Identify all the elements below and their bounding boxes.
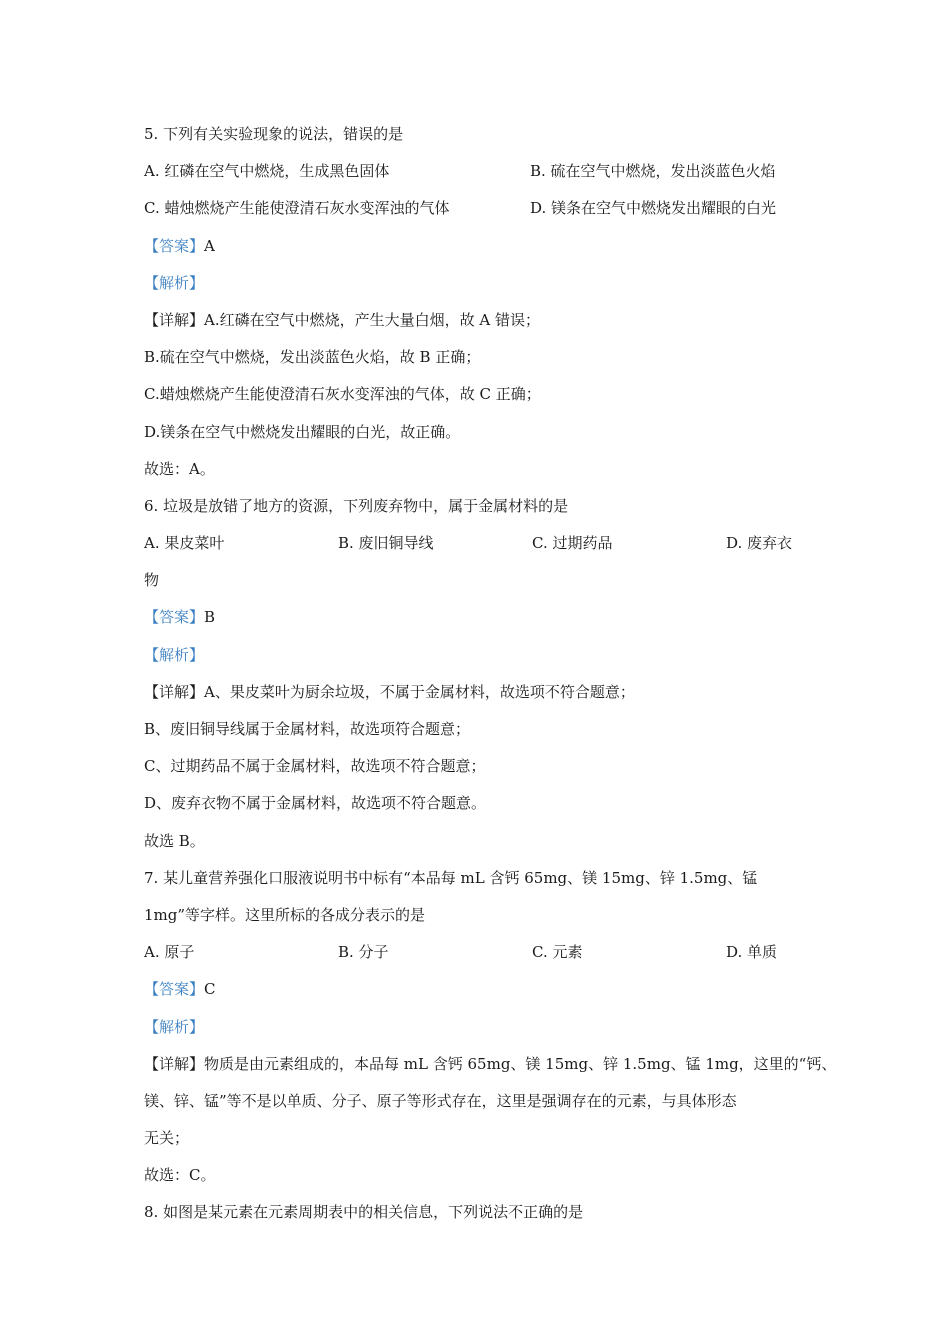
answer-tag: 【答案】	[144, 608, 205, 627]
q7-conclusion: 故选：C。	[144, 1166, 216, 1185]
q7-option-a: A. 原子	[144, 943, 195, 962]
q6-detail-line-1: 【详解】A、果皮菜叶为厨余垃圾，不属于金属材料，故选项不符合题意；	[144, 682, 635, 701]
q7-stem-line-1: 7. 某儿童营养强化口服液说明书中标有“本品每 mL 含钙 65mg、镁 15mg、锌 1.5mg、锰	[144, 868, 758, 887]
answer-value: B	[204, 608, 216, 627]
q5-option-d: D. 镁条在空气中燃烧发出耀眼的白光	[530, 199, 777, 218]
q6-answer	[144, 599, 810, 636]
q5-analysis	[144, 265, 810, 302]
q5-option-c: C. 蜡烛燃烧产生能使澄清石灰水变浑浊的气体	[144, 199, 450, 218]
detail-tag: 【详解】	[144, 1054, 205, 1073]
q5-detail-line-1: 【详解】A.红磷在空气中燃烧，产生大量白烟，故 A 错误；	[144, 310, 540, 329]
detail-tag: 【详解】	[144, 682, 205, 701]
q6-detail-line-2: B、废旧铜导线属于金属材料，故选项符合题意；	[144, 720, 471, 738]
q5-options-row-2	[144, 190, 810, 227]
answer-value: C	[204, 980, 216, 999]
answer-tag: 【答案】	[144, 236, 205, 255]
q5-option-b: B. 硫在空气中燃烧，发出淡蓝色火焰	[530, 162, 776, 181]
q5-options-row-1	[144, 153, 810, 190]
q7-answer	[144, 971, 810, 1008]
q7-option-b: B. 分子	[338, 943, 389, 962]
q5-option-a: A. 红磷在空气中燃烧，生成黑色固体	[144, 162, 390, 181]
q5-conclusion: 故选：A。	[144, 459, 215, 478]
answer-tag: 【答案】	[144, 980, 205, 999]
q7-options-row	[144, 934, 810, 971]
q7-option-c: C. 元素	[532, 943, 583, 962]
q6-conclusion: 故选 B。	[144, 831, 205, 850]
q6-analysis	[144, 637, 810, 674]
q7-detail-line-2: 镁、锌、锰”等不是以单质、分子、原子等形式存在，这里是强调存在的元素，与具体形态	[144, 1091, 737, 1110]
q5-answer	[144, 228, 810, 265]
q6-option-d: D. 废弃衣	[726, 534, 793, 553]
q5-detail-line-2: B.硫在空气中燃烧，发出淡蓝色火焰，故 B 正确；	[144, 348, 481, 367]
q6-option-c: C. 过期药品	[532, 534, 613, 553]
q7-analysis	[144, 1009, 810, 1046]
q5-detail-line-4: D.镁条在空气中燃烧发出耀眼的白光，故正确。	[144, 422, 461, 441]
q5-stem: 5. 下列有关实验现象的说法，错误的是	[144, 125, 404, 143]
q7-detail-line-1: 【详解】物质是由元素组成的，本品每 mL 含钙 65mg、镁 15mg、锌 1.5mg、锰 1mg，这里的“钙、	[144, 1054, 837, 1073]
q7-detail-line-3: 无关；	[144, 1129, 190, 1148]
q6-option-a: A. 果皮菜叶	[144, 534, 225, 553]
q6-option-b: B. 废旧铜导线	[338, 534, 434, 553]
q5-detail-line-3: C.蜡烛燃烧产生能使澄清石灰水变浑浊的气体，故 C 正确；	[144, 385, 541, 404]
q6-stem: 6. 垃圾是放错了地方的资源，下列废弃物中，属于金属材料的是	[144, 496, 569, 515]
q6-detail-line-3: C、过期药品不属于金属材料，故选项不符合题意；	[144, 757, 486, 776]
q6-detail-line-4: D、废弃衣物不属于金属材料，故选项不符合题意。	[144, 794, 487, 813]
analysis-tag: 【解析】	[144, 645, 205, 664]
analysis-tag: 【解析】	[144, 1017, 205, 1036]
analysis-tag: 【解析】	[144, 273, 205, 292]
q7-stem-line-2: 1mg”等字样。这里所标的各成分表示的是	[144, 905, 426, 924]
q8-stem: 8. 如图是某元素在元素周期表中的相关信息，下列说法不正确的是	[144, 1203, 584, 1222]
detail-tag: 【详解】	[144, 310, 205, 329]
q6-options-row	[144, 525, 810, 562]
answer-value: A	[204, 236, 215, 255]
document-page	[144, 116, 837, 1232]
q7-option-d: D. 单质	[726, 943, 778, 962]
q6-option-wrap: 物	[144, 571, 160, 590]
